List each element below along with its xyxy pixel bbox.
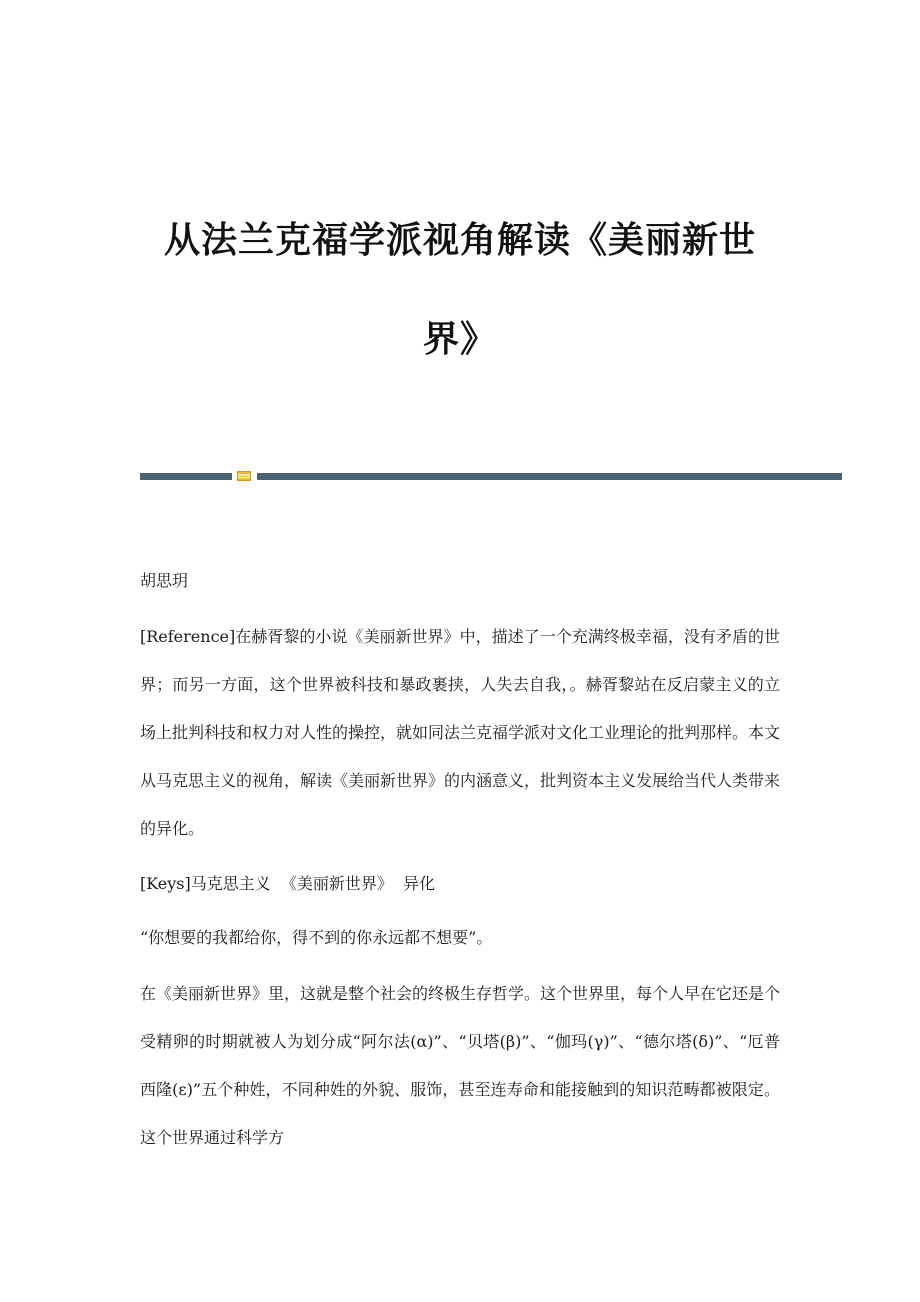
document-title-line-2: 界》 <box>422 319 497 360</box>
document-title-line-1: 从法兰克福学派视角解读《美丽新世 <box>163 220 756 261</box>
quote-paragraph: “你想要的我都给你，得不到的你永远都不想要”。 <box>140 928 493 947</box>
envelope-icon <box>237 470 251 482</box>
divider-bar-right <box>257 473 842 480</box>
abstract-paragraph: [Reference]在赫胥黎的小说《美丽新世界》中，描述了一个充满终极幸福，没有矛盾的世界；而另一方面，这个世界被科技和暴政裹挟，人失去自我，。赫胥黎站在反启蒙主义的立场上批判科技和权力对人性的操控，就如同法兰克福学派对文化工业理论的批判那样。本文从马克思主义的视角，解读《美丽新世界》的内涵意义，批判资本主义发展给当代人类带来的异化。 <box>140 627 781 838</box>
keywords-line: [Keys]马克思主义 《美丽新世界》 异化 <box>140 874 436 893</box>
divider-bar-left <box>140 473 232 480</box>
title-divider <box>140 470 842 482</box>
author-name: 胡思玥 <box>140 571 189 590</box>
body-paragraph: 在《美丽新世界》里，这就是整个社会的终极生存哲学。这个世界里，每个人早在它还是个受精卵的时期就被人为划分成“阿尔法(α)”、“贝塔(β)”、“伽玛(γ)”、“德尔塔(δ)”、“厄普西隆(ε)”五个种姓，不同种姓的外貌、服饰，甚至连寿命和能接触到的知识范畴都被限定。这个世界通过科学方 <box>140 984 781 1147</box>
